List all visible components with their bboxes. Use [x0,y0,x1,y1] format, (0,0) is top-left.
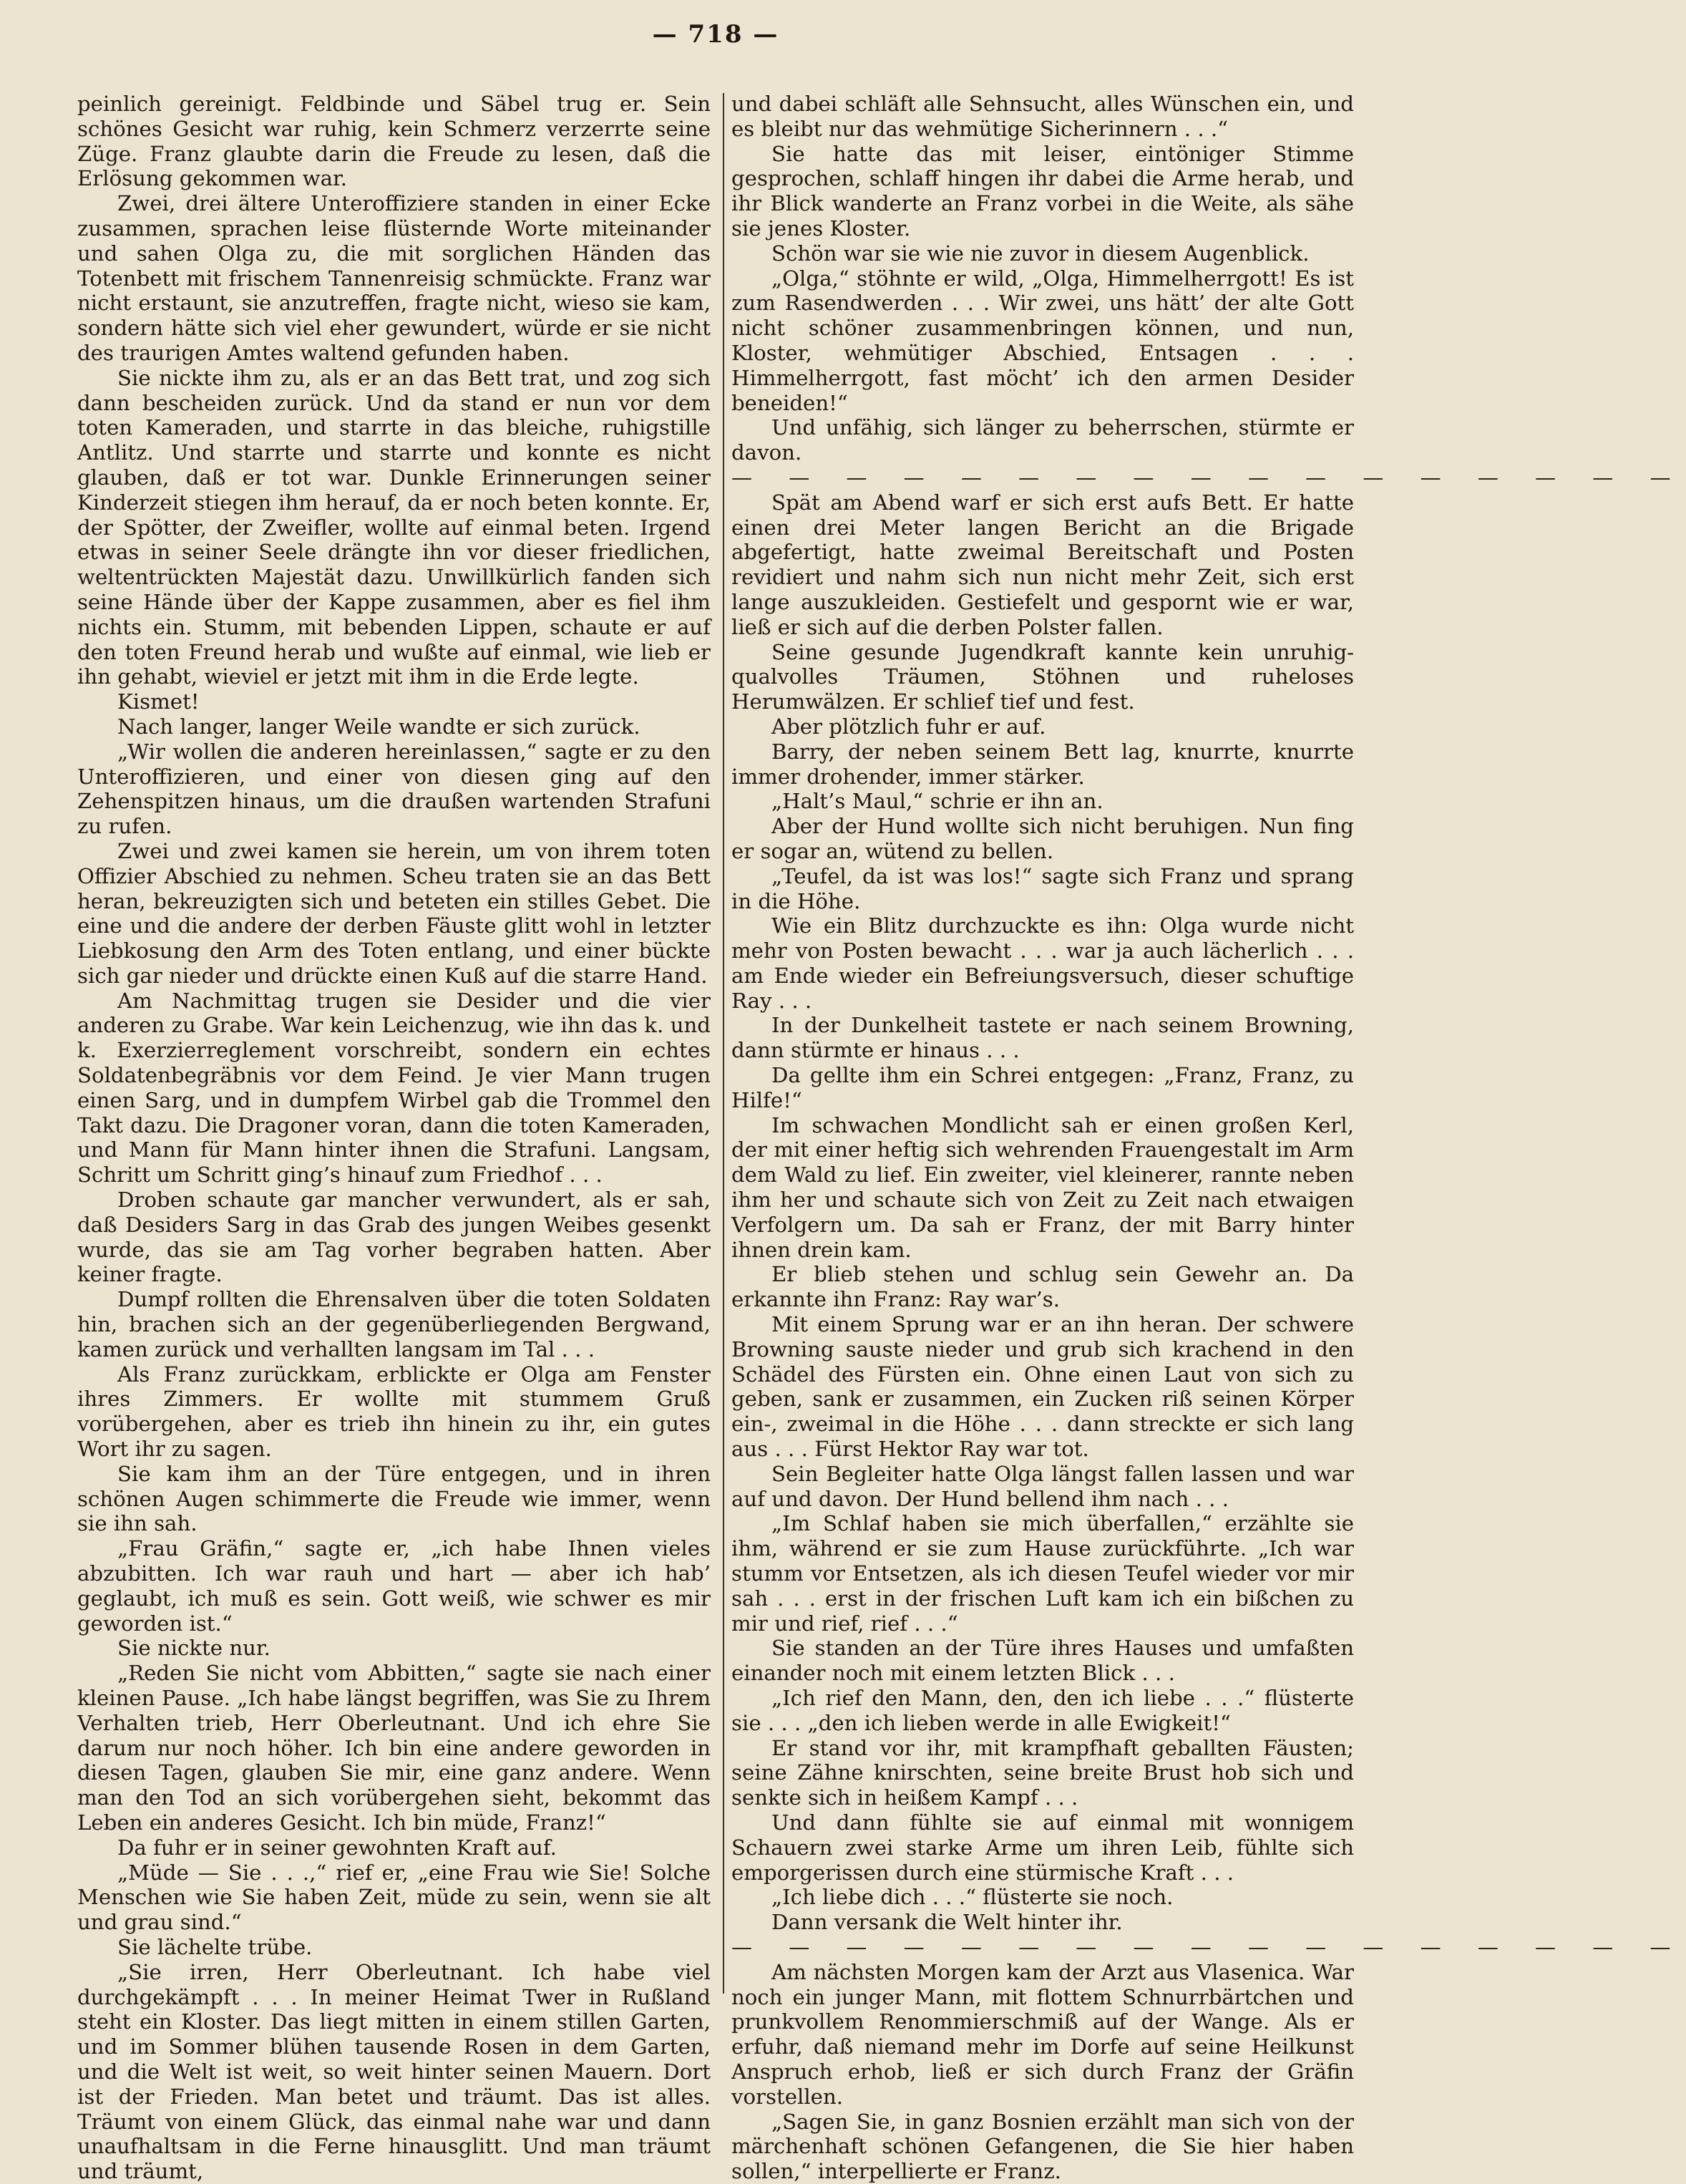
paragraph: „Reden Sie nicht vom Abbitten,“ sagte sie nach einer kleinen Pause. „Ich habe längst begriffen, was Sie zu Ihrem Verhalten trieb, Herr Oberleutnant. Und ich ehre Sie darum nur noch höher. Ich bin eine andere geworden in diesen Tagen, glauben Sie mir, eine ganz andere. Wenn man den Tod an sich vorübergehen sieht, bekommt das Leben ein anderes Gesicht. Ich bin müde, Franz!“ [77,1661,711,1835]
paragraph: „Ich rief den Mann, den, den ich liebe . . .“ flüsterte sie . . . „den ich lieben werde in alle Ewigkeit!“ [731,1686,1354,1735]
paragraph: „Müde — Sie . . .,“ rief er, „eine Frau wie Sie! Solche Menschen wie Sie haben Zeit, müde zu sein, wenn sie alt und grau sind.“ [77,1860,711,1935]
paragraph: und dabei schläft alle Sehnsucht, alles Wünschen ein, und es bleibt nur das wehmütige Sicherinnern . . .“ [731,92,1354,141]
column-divider [723,93,724,1994]
paragraph: „Teufel, da ist was los!“ sagte sich Franz und sprang in die Höhe. [731,863,1354,913]
paragraph: Er stand vor ihr, mit krampfhaft geballten Fäusten; seine Zähne knirschten, seine breite Brust hob sich und senkte sich in heißem Kampf . . . [731,1735,1354,1810]
right-column [731,92,1686,2184]
paragraph: Da fuhr er in seiner gewohnten Kraft auf. [117,1835,557,1860]
paragraph: Sie hatte das mit leiser, eintöniger Stimme gesprochen, schlaff hingen ihr dabei die Arme herab, und ihr Blick wanderte an Franz vorbei in die Weite, als sähe sie jenes Kloster. [731,141,1354,241]
paragraph: Kismet! [117,689,200,714]
paragraph: Wie ein Blitz durchzuckte es ihn: Olga wurde nicht mehr von Posten bewacht . . . war ja auch lächerlich . . . am Ende wieder ein Befreiungsversuch, dieser schuftige Ray . . . [731,913,1354,1013]
paragraph: „Im Schlaf haben sie mich überfallen,“ erzählte sie ihm, während er sie zum Hause zurückführte. „Ich war stumm vor Entsetzen, als ich diesen Teufel wieder vor mir sah . . . erst in der frischen Luft kam ich ein bißchen zu mir und rief, rief . . .“ [731,1511,1354,1636]
paragraph: „Ich liebe dich . . .“ flüsterte sie noch. [771,1885,1174,1910]
paragraph: Sein Begleiter hatte Olga längst fallen lassen und war auf und davon. Der Hund bellend ihm nach . . . [731,1461,1354,1511]
page-number: — 718 — [652,20,779,49]
paragraph: In der Dunkelheit tastete er nach seinem Browning, dann stürmte er hinaus . . . [731,1013,1354,1063]
section-separator: — — — — — — — — — — — — — — — — — [731,1934,1686,1959]
paragraph: Sie standen an der Türe ihres Hauses und umfaßten einander noch mit einem letzten Blick . . . [731,1636,1354,1686]
paragraph: Sie nickte nur. [117,1636,271,1661]
paragraph: Er blieb stehen und schlug sein Gewehr an. Da erkannte ihn Franz: Ray war’s. [731,1262,1354,1312]
paragraph: Da gellte ihm ein Schrei entgegen: „Franz, Franz, zu Hilfe!“ [731,1063,1354,1112]
paragraph: Und unfähig, sich länger zu beherrschen, stürmte er davon. [731,415,1354,465]
paragraph: Nach langer, langer Weile wandte er sich zurück. [117,714,640,739]
paragraph: Zwei und zwei kamen sie herein, um von ihrem toten Offizier Abschied zu nehmen. Scheu traten sie an das Bett heran, bekreuzigten sich und beteten ein stilles Gebet. Die eine und die andere der derben Fäuste glitt wohl in letzter Liebkosung den Arm des Toten entlang, und einer bückte sich gar nieder und drückte einen Kuß auf die starre Hand. [77,838,711,988]
paragraph: Schön war sie wie nie zuvor in diesem Augenblick. [771,241,1310,266]
paragraph: Barry, der neben seinem Bett lag, knurrte, knurrte immer drohender, immer stärker. [731,739,1354,789]
paragraph: Aber der Hund wollte sich nicht beruhigen. Nun fing er sogar an, wütend zu bellen. [731,814,1354,863]
paragraph: „Olga,“ stöhnte er wild, „Olga, Himmelherrgott! Es ist zum Rasendwerden . . . Wir zwei, uns hätt’ der alte Gott nicht schöner zusammenbringen können, und nun, Kloster, wehmütiger Abschied, Entsagen . . . Himmelherrgott, fast möcht’ ich den armen Desider beneiden!“ [731,266,1354,415]
paragraph: Sie kam ihm an der Türe entgegen, und in ihren schönen Augen schimmerte die Freude wie immer, wenn sie ihn sah. [77,1461,711,1536]
paragraph: peinlich gereinigt. Feldbinde und Säbel trug er. Sein schönes Gesicht war ruhig, kein Schmerz verzerrte seine Züge. Franz glaubte darin die Freude zu lesen, daß die Erlösung gekommen war. [77,92,711,191]
paragraph: „Wir wollen die anderen hereinlassen,“ sagte er zu den Unteroffizieren, und einer von diesen ging auf den Zehenspitzen hinaus, um die draußen wartenden Strafuni zu rufen. [77,739,711,839]
paragraph: „Sagen Sie, in ganz Bosnien erzählt man sich von der märchenhaft schönen Gefangenen, die Sie hier haben sollen,“ interpellierte er Franz. [731,2109,1354,2184]
left-column [77,92,711,2184]
paragraph: „Sie irren, Herr Oberleutnant. Ich habe viel durchgekämpft . . . In meiner Heimat Twer in Rußland steht ein Kloster. Das liegt mitten in einem stillen Garten, und im Sommer blühen tausende Rosen in dem Garten, und die Welt ist weit, so weit hinter seinen Mauern. Dort ist der Frieden. Man betet und träumt. Das ist alles. Träumt von einem Glück, das einmal nahe war und dann unaufhaltsam in die Ferne hinausglitt. Und man träumt und träumt, [77,1959,711,2184]
paragraph: Spät am Abend warf er sich erst aufs Bett. Er hatte einen drei Meter langen Bericht an die Brigade abgefertigt, hatte zweimal Bereitschaft und Posten revidiert und nahm sich nun nicht mehr Zeit, sich erst lange auszukleiden. Gestiefelt und gespornt wie er war, ließ er sich auf die derben Polster fallen. [731,490,1354,639]
paragraph: Und dann fühlte sie auf einmal mit wonnigem Schauern zwei starke Arme um ihren Leib, fühlte sich emporgerissen durch eine stürmische Kraft . . . [731,1810,1354,1885]
paragraph: Mit einem Sprung war er an ihn heran. Der schwere Browning sauste nieder und grub sich krachend in den Schädel des Fürsten ein. Ohne einen Laut von sich zu geben, sank er zusammen, ein Zucken riß seinen Körper ein-, zweimal in die Höhe . . . dann streckte er sich lang aus . . . Fürst Hektor Ray war tot. [731,1312,1354,1462]
paragraph: Als Franz zurückkam, erblickte er Olga am Fenster ihres Zimmers. Er wollte mit stummem Gruß vorübergehen, aber es trieb ihn hinein zu ihr, ein gutes Wort ihr zu sagen. [77,1362,711,1462]
paragraph: Aber plötzlich fuhr er auf. [771,714,1046,739]
paragraph: Am nächsten Morgen kam der Arzt aus Vlasenica. War noch ein junger Mann, mit flottem Schnurrbärtchen und prunkvollem Renommierschmiß auf der Wange. Als er erfuhr, daß niemand mehr im Dorfe auf seine Heilkunst Anspruch erhob, ließ er sich durch Franz der Gräfin vorstellen. [731,1959,1354,2109]
section-separator: — — — — — — — — — — — — — — — — — [731,465,1686,490]
paragraph: Dann versank die Welt hinter ihr. [771,1910,1123,1935]
paragraph: Zwei, drei ältere Unteroffiziere standen in einer Ecke zusammen, sprachen leise flüsternde Worte miteinander und sahen Olga zu, die mit sorglichen Händen das Totenbett mit frischem Tannenreisig schmückte. Franz war nicht erstaunt, sie anzutreffen, fragte nicht, wieso sie kam, sondern hätte sich viel eher gewundert, würde er sie nicht des traurigen Amtes waltend gefunden haben. [77,191,711,365]
paragraph: Sie nickte ihm zu, als er an das Bett trat, und zog sich dann bescheiden zurück. Und da stand er nun vor dem toten Kameraden, und starrte in das bleiche, ruhigstille Antlitz. Und starrte und starrte und konnte es nicht glauben, daß er tot war. Dunkle Erinnerungen seiner Kinderzeit stiegen ihm herauf, da er noch beten konnte. Er, der Spötter, der Zweifler, wollte auf einmal beten. Irgend etwas in seiner Seele drängte ihn vor dieser friedlichen, weltentrückten Majestät dazu. Unwillkürlich fanden sich seine Hände über der Kappe zusammen, aber es fiel ihm nichts ein. Stumm, mit bebenden Lippen, schaute er auf den toten Freund herab und wußte auf einmal, wie lieb er ihn gehabt, wieviel er jetzt mit ihm in die Erde legte. [77,365,711,689]
paragraph: Am Nachmittag trugen sie Desider und die vier anderen zu Grabe. War kein Leichenzug, wie ihn das k. und k. Exerzierreglement vorschreibt, sondern ein echtes Soldatenbegräbnis vor dem Feind. Je vier Mann trugen einen Sarg, und in dumpfem Wirbel gab die Trommel den Takt dazu. Die Dragoner voran, dann die toten Kameraden, und Mann für Mann hinter ihnen die Strafuni. Langsam, Schritt um Schritt ging’s hinauf zum Friedhof . . . [77,988,711,1188]
paragraph: Sie lächelte trübe. [117,1934,313,1959]
paragraph: „Halt’s Maul,“ schrie er ihn an. [771,789,1103,814]
paragraph: Droben schaute gar mancher verwundert, als er sah, daß Desiders Sarg in das Grab des jungen Weibes gesenkt wurde, das sie am Tag vorher begraben hatten. Aber keiner fragte. [77,1188,711,1287]
paragraph: Dumpf rollten die Ehrensalven über die toten Soldaten hin, brachen sich an der gegenüberliegenden Bergwand, kamen zurück und verhallten langsam im Tal . . . [77,1287,711,1362]
paragraph: „Frau Gräfin,“ sagte er, „ich habe Ihnen vieles abzubitten. Ich war rauh und hart — aber ich hab’ geglaubt, ich muß es sein. Gott weiß, wie schwer es mir geworden ist.“ [77,1536,711,1636]
paragraph: Seine gesunde Jugendkraft kannte kein unruhig-qualvolles Träumen, Stöhnen und ruheloses Herumwälzen. Er schlief tief und fest. [731,639,1354,714]
paragraph: Im schwachen Mondlicht sah er einen großen Kerl, der mit einer heftig sich wehrenden Frauengestalt im Arm dem Wald zu lief. Ein zweiter, viel kleinerer, rannte neben ihm her und schaute sich von Zeit zu Zeit nach etwaigen Verfolgern um. Da sah er Franz, der mit Barry hinter ihnen drein kam. [731,1112,1354,1262]
